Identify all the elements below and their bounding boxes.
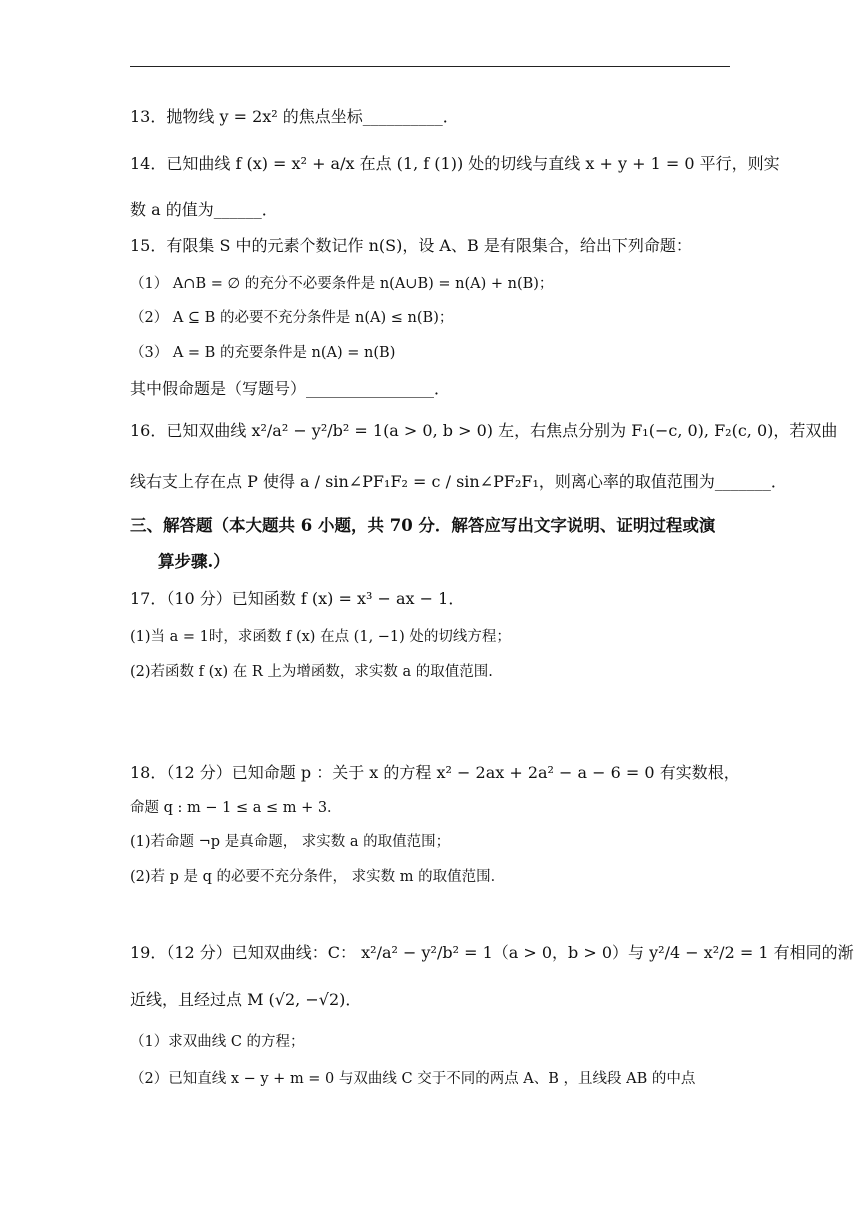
section-3-heading-line2: 算步骤.） xyxy=(158,552,230,571)
question-16-line2: 线右支上存在点 P 使得 a / sin∠PF₁F₂ = c / sin∠PF₂F₁，则离心率的取值范围为_______． xyxy=(130,472,787,491)
question-18-line2: 命题 q : m − 1 ≤ a ≤ m + 3． xyxy=(130,800,342,816)
question-18-part1: (1)若命题 ¬p 是真命题， 求实数 a 的取值范围； xyxy=(130,834,451,850)
question-15-item2: （2） A ⊆ B 的必要不充分条件是 n(A) ≤ n(B)； xyxy=(130,310,454,326)
question-18-line1: 18．（12 分）已知命题 p ：关于 x 的方程 x² − 2ax + 2a² − a − 6 = 0 有实数根， xyxy=(130,763,740,782)
question-17: 17．（10 分）已知函数 f (x) = x³ − ax − 1． xyxy=(130,589,465,608)
question-15-answer: 其中假命题是（写题号）________________． xyxy=(130,379,451,398)
question-19-line1: 19．（12 分）已知双曲线：C： x²/a² − y²/b² = 1（a > 0，b > 0）与 y²/4 − x²/2 = 1 有相同的渐 xyxy=(130,943,854,962)
question-17-part1: (1)当 a = 1时，求函数 f (x) 在点 (1, −1) 处的切线方程； xyxy=(130,629,511,645)
question-13: 13．抛物线 y = 2x² 的焦点坐标__________． xyxy=(130,107,459,126)
header-rule xyxy=(130,66,730,67)
section-3-heading-line1: 三、解答题（本大题共 6 小题，共 70 分．解答应写出文字说明、证明过程或演 xyxy=(130,516,716,535)
question-14-line2: 数 a 的值为______． xyxy=(130,200,278,219)
question-15-item3: （3） A = B 的充要条件是 n(A) = n(B) xyxy=(130,345,396,361)
question-16-line1: 16．已知双曲线 x²/a² − y²/b² = 1(a > 0, b > 0) 左，右焦点分别为 F₁(−c, 0), F₂(c, 0)，若双曲 xyxy=(130,421,838,440)
question-18-part2: (2)若 p 是 q 的必要不充分条件， 求实数 m 的取值范围． xyxy=(130,869,506,885)
question-17-part2: (2)若函数 f (x) 在 R 上为增函数，求实数 a 的取值范围. xyxy=(130,664,493,680)
question-19-line2: 近线，且经过点 M (√2, −√2)． xyxy=(130,990,362,1009)
question-19-part1: （1）求双曲线 C 的方程； xyxy=(130,1034,305,1050)
question-15: 15．有限集 S 中的元素个数记作 n(S)，设 A、B 是有限集合，给出下列命题： xyxy=(130,236,692,255)
question-14-line1: 14．已知曲线 f (x) = x² + a/x 在点 (1, f (1)) 处的切线与直线 x + y + 1 = 0 平行，则实 xyxy=(130,154,780,173)
question-19-part2: （2）已知直线 x − y + m = 0 与双曲线 C 交于不同的两点 A、B ，且线段 AB 的中点 xyxy=(130,1071,696,1087)
question-15-item1: （1） A∩B = ∅ 的充分不必要条件是 n(A∪B) = n(A) + n(B)； xyxy=(130,276,554,292)
